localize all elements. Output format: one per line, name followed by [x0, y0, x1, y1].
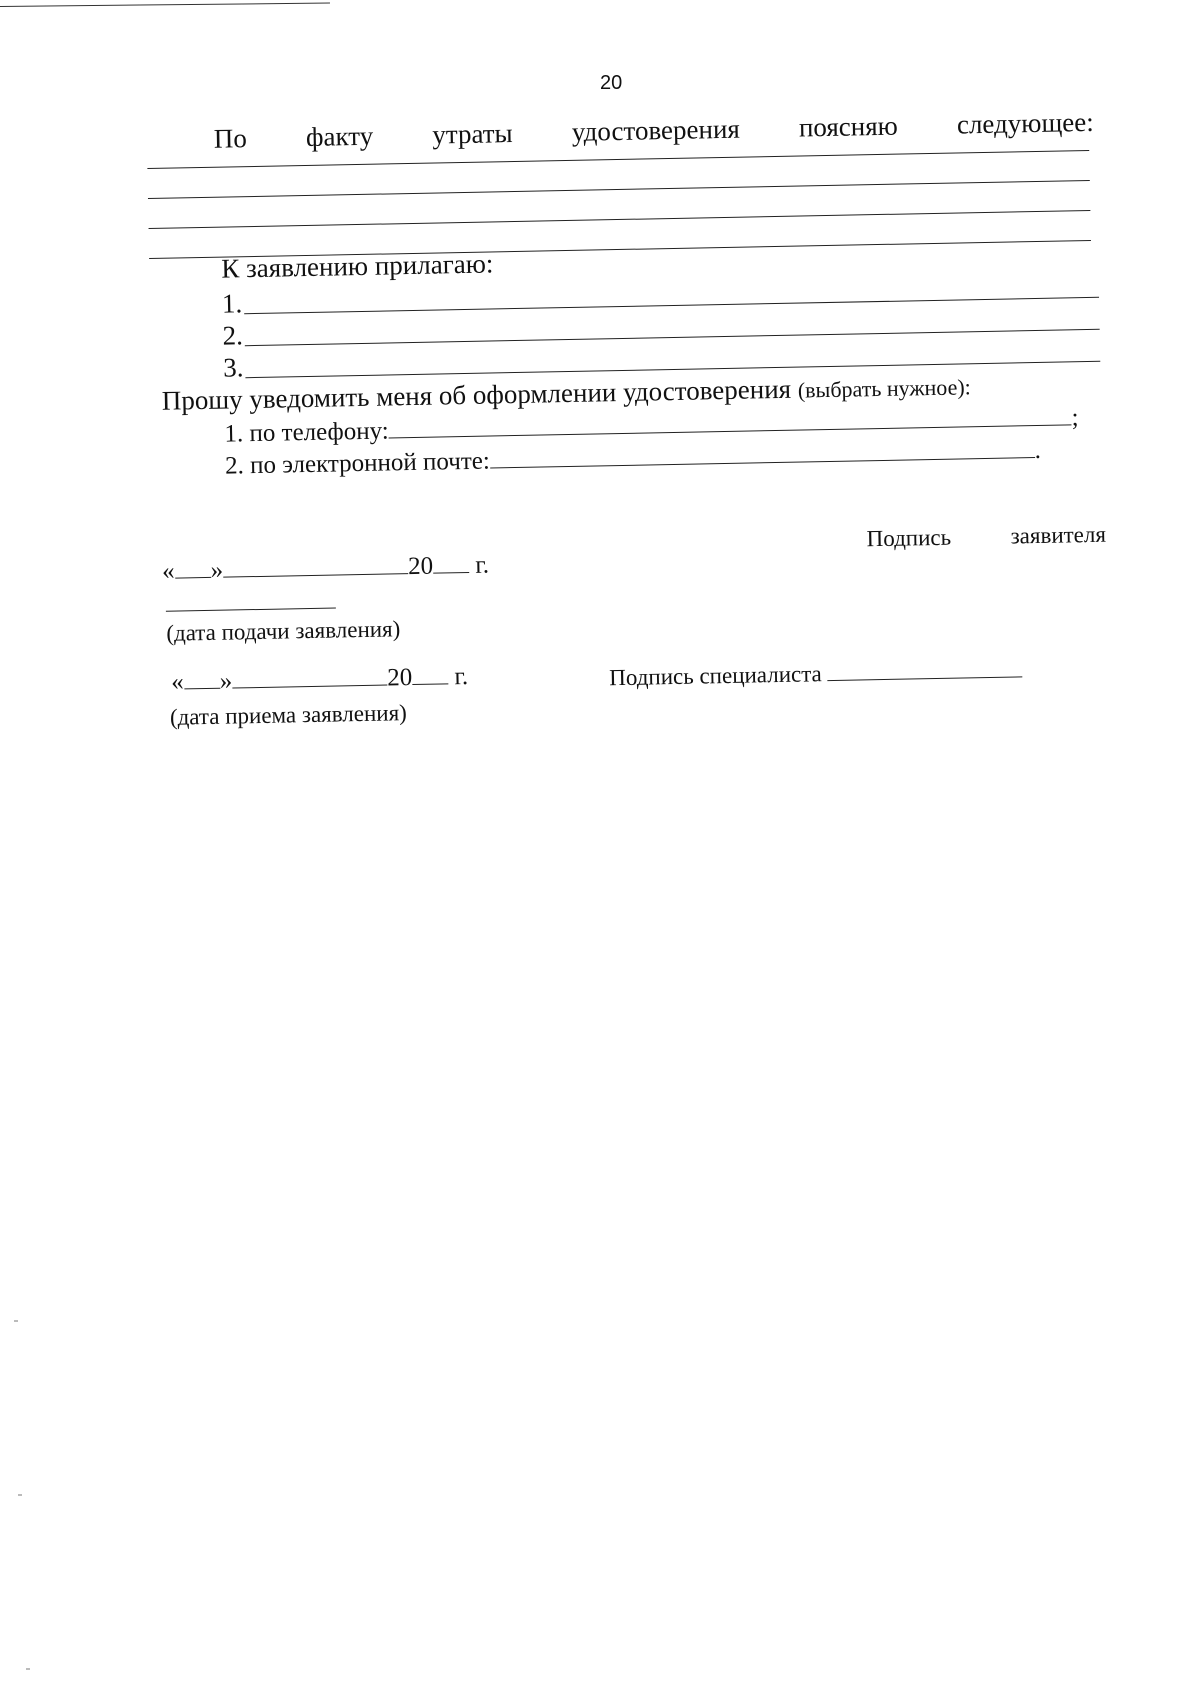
attachment-item-2: [222, 320, 243, 351]
submission-date-row: [162, 552, 489, 586]
explanation-word: следующее:: [956, 106, 1094, 140]
acceptance-date-row: [171, 663, 468, 697]
specialist-signature-line[interactable]: [827, 660, 1022, 681]
acceptance-month-field[interactable]: [232, 665, 387, 689]
acceptance-day-field[interactable]: [183, 668, 219, 690]
scan-speck: [14, 1320, 18, 1322]
submission-year-field[interactable]: [433, 552, 469, 574]
signature-word: заявителя: [1010, 521, 1107, 549]
year-suffix: г.: [475, 551, 490, 579]
email-end-mark: .: [1034, 436, 1042, 465]
upper-form-block: [0, 0, 1200, 763]
quote-open: «: [171, 668, 185, 696]
notify-note: (выбрать нужное):: [797, 374, 971, 403]
specialist-signature-label: Подпись специалиста: [609, 661, 822, 691]
notify-intro: Прошу уведомить меня об оформлении удостоверения: [161, 373, 792, 416]
year-prefix: 20: [386, 664, 413, 692]
explanation-line-2[interactable]: [148, 180, 1090, 199]
phone-end-mark: ;: [1071, 404, 1079, 432]
applicant-signature-label: [866, 522, 1106, 553]
attachment-item-1: [222, 288, 243, 319]
attachments-heading: К заявлению прилагаю:: [221, 248, 494, 284]
year-suffix: г.: [454, 662, 469, 691]
email-label: 2. по электронной почте:: [224, 447, 491, 480]
explanation-word: факту: [305, 120, 374, 152]
explanation-sentence: [214, 107, 1094, 155]
submission-day-field[interactable]: [174, 557, 210, 579]
submission-signature-line[interactable]: [166, 608, 336, 612]
submission-caption: (дата подачи заявления): [166, 616, 401, 646]
page-number: 20: [600, 72, 623, 94]
submission-month-field[interactable]: [223, 553, 408, 578]
specialist-signature-row: [609, 657, 1023, 691]
quote-close: »: [219, 667, 233, 695]
explanation-word: утраты: [432, 118, 513, 150]
explanation-word: поясняю: [798, 110, 899, 143]
signature-word: Подпись: [866, 524, 952, 552]
year-prefix: 20: [407, 552, 434, 581]
scan-speck: [26, 1668, 30, 1670]
attachment-line-1[interactable]: [244, 297, 1099, 314]
phone-label: 1. по телефону:: [224, 417, 389, 448]
attachment-item-3: [223, 352, 244, 383]
acceptance-caption: (дата приема заявления): [169, 700, 408, 730]
acceptance-year-field[interactable]: [412, 663, 448, 685]
attachment-line-2[interactable]: [245, 329, 1100, 346]
quote-close: »: [210, 556, 224, 584]
quote-open: «: [161, 557, 175, 585]
explanation-line-3[interactable]: [149, 210, 1091, 229]
attachment-number: 3.: [222, 352, 244, 383]
explanation-word: удостоверения: [571, 113, 741, 147]
attachment-number: 2.: [222, 320, 244, 351]
explanation-word: По: [213, 123, 248, 154]
attachment-number: 1.: [221, 288, 243, 319]
scan-speck: [18, 1494, 22, 1496]
